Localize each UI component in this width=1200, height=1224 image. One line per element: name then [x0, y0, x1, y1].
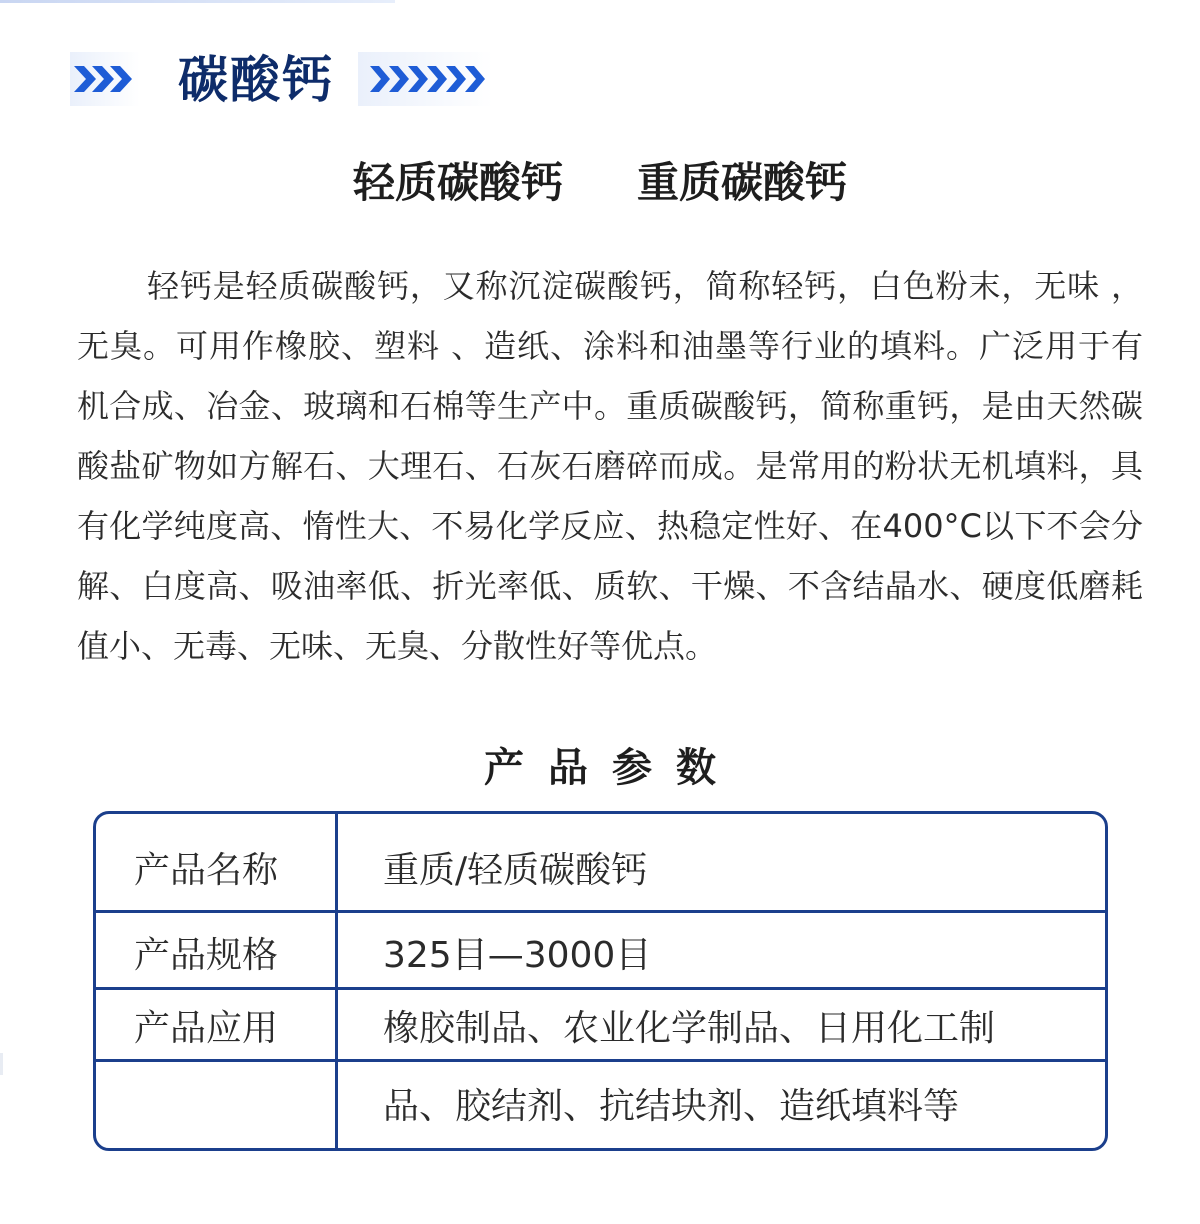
sextuple-chevron-right-icon — [358, 52, 493, 106]
row-value: 品、胶结剂、抗结块剂、造纸填料等 — [383, 1086, 960, 1127]
row-value: 橡胶制品、农业化学制品、日用化工制 — [383, 1008, 996, 1049]
params-table — [93, 811, 1108, 1151]
row-label: 产品规格 — [134, 935, 279, 976]
table-row — [96, 814, 1105, 913]
subheads — [0, 150, 1200, 216]
row-value: 325目—3000目 — [383, 935, 652, 976]
table-row — [96, 1062, 1105, 1151]
page-header — [0, 44, 1200, 116]
table-row — [96, 990, 1105, 1062]
edge-mark — [0, 1053, 3, 1075]
triple-chevron-right-icon — [70, 52, 140, 106]
subhead-heavy: 重质碳酸钙 — [637, 158, 848, 207]
row-value: 重质/轻质碳酸钙 — [383, 850, 648, 891]
table-row — [96, 913, 1105, 990]
row-label: 产品名称 — [134, 850, 279, 891]
top-accent-bar — [0, 0, 395, 3]
column-divider — [335, 814, 338, 1148]
row-label: 产品应用 — [134, 1008, 279, 1049]
page-title: 碳酸钙 — [178, 51, 334, 109]
params-heading: 产品参数 — [484, 745, 740, 791]
description-paragraph: 轻钙是轻质碳酸钙，又称沉淀碳酸钙，简称轻钙，白色粉末，无味 ，无臭。可用作橡胶、塑料 、造纸、涂料和油墨等行业的填料。广泛用于有机合成、冶金、玻璃和石棉等生产中。重质碳酸钙，简称重钙，是由天然碳酸盐矿物如方解石、大理石、石灰石磨碎而成。是常用的粉状无机填料，具有化学纯度高、惰性大、不易化学反应、热稳定性好、在400°C以下不会分解、白度高、吸油率低、折光率低、质软、干燥、不含结晶水、硬度低磨耗值小、无毒、无味、无臭、分散性好等优点。 — [77, 267, 1143, 665]
subhead-light: 轻质碳酸钙 — [352, 158, 563, 207]
